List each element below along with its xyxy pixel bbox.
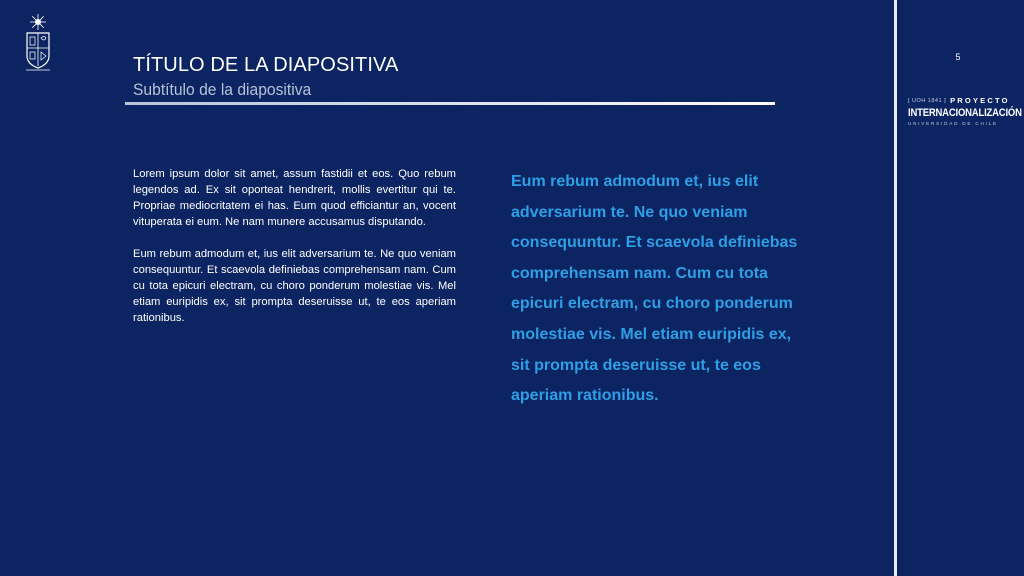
vertical-divider	[894, 0, 897, 576]
university-crest-icon	[22, 12, 54, 74]
highlight-text: Eum rebum admodum et, ius elit adversarium te. Ne quo veniam consequuntur. Et scaevola definiebas comprehensam nam. Cum cu tota epicuri electram, cu choro ponderum molestiae vis. Mel etiam euripidis ex, sit prompta deseruisse ut, te eos aperiam rationibus.	[511, 173, 798, 405]
brand-top-row	[908, 96, 1018, 105]
slide-subtitle: Subtítulo de la diapositiva	[133, 80, 312, 99]
brand-logo	[908, 96, 1022, 126]
brand-uoh: [ UOH 1841 ]	[908, 97, 947, 104]
body-paragraph: Lorem ipsum dolor sit amet, assum fastidii et eos. Quo rebum legendos ad. Ex sit oporteat hendrerit, mollis evertitur qui te. Propriae mediocritatem ei has. Eum quod efficiantur an, vocent vituperata ei eum. Ne nam munere accusamus disputando.	[133, 168, 456, 228]
body-text-column	[133, 166, 456, 342]
page-number: 5	[955, 52, 961, 62]
brand-main: INTERNACIONALIZACIÓN	[908, 107, 1022, 119]
body-paragraph: Eum rebum admodum et, ius elit adversarium te. Ne quo veniam consequuntur. Et scaevola definiebas comprehensam nam. Cum cu tota epicuri electram, cu choro ponderum molestiae vis. Mel etiam euripidis ex, sit prompta deseruisse ut, te eos aperiam rationibus.	[133, 248, 456, 324]
brand-university: UNIVERSIDAD DE CHILE	[908, 121, 998, 126]
title-divider	[125, 102, 775, 105]
slide-title: TÍTULO DE LA DIAPOSITIVA	[133, 54, 399, 76]
brand-proyecto: PROYECTO	[950, 96, 1010, 105]
highlight-column	[511, 167, 801, 412]
